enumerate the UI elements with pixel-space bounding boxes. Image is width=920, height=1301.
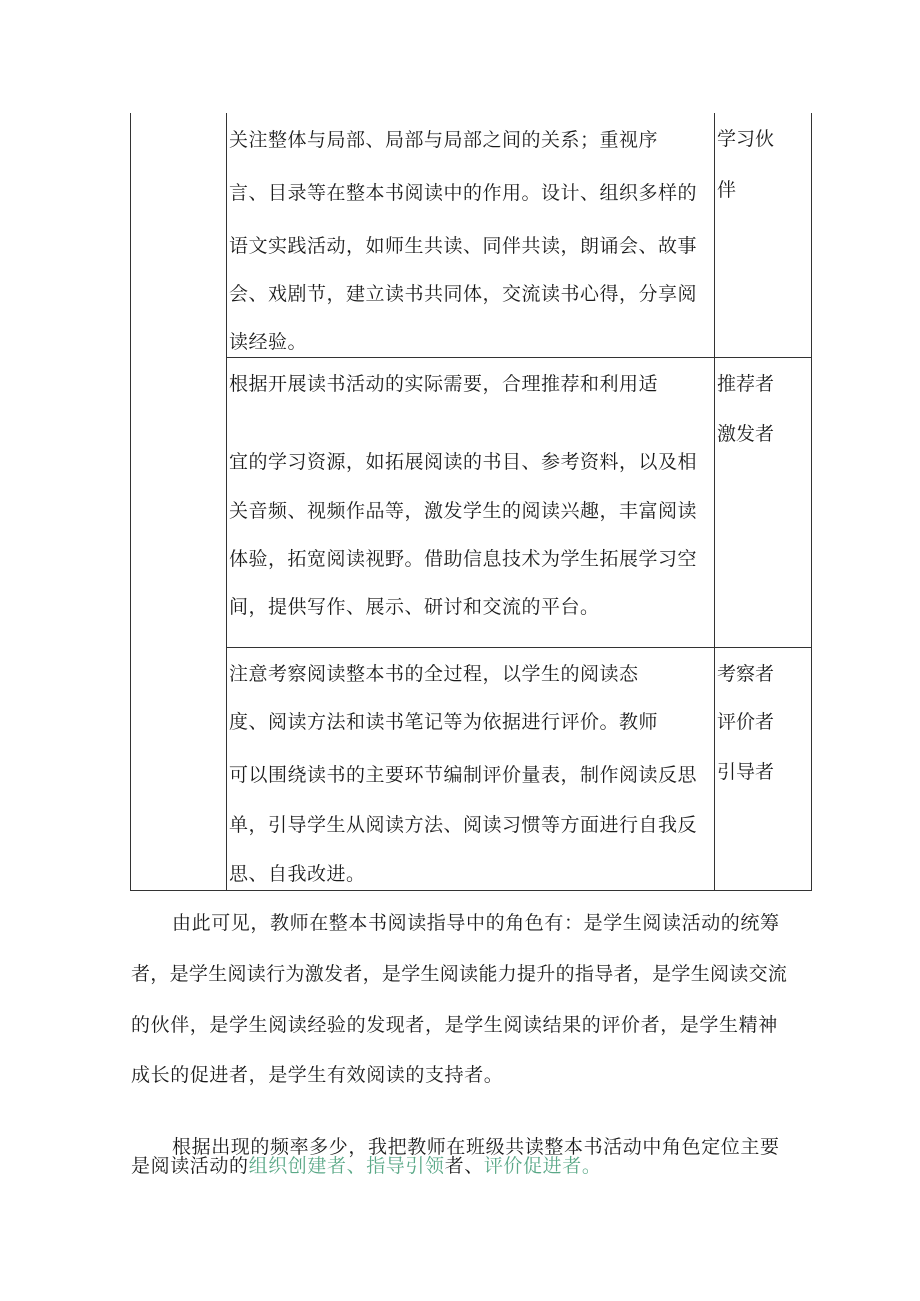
table-row-2-line-5: 间，提供写作、展示、研讨和交流的平台。 <box>229 596 600 618</box>
table-row-2-line-2: 宜的学习资源，如拓展阅读的书目、参考资料，以及相 <box>229 451 698 473</box>
row-divider-1 <box>226 357 812 358</box>
table-row-2-line-1: 根据开展读书活动的实际需要，合理推荐和利用适 <box>229 373 659 395</box>
table-row-1-line-2: 言、目录等在整本书阅读中的作用。设计、组织多样的 <box>229 182 698 204</box>
table-row-3-line-4: 单，引导学生从阅读方法、阅读习惯等方面进行自我反 <box>229 814 698 836</box>
paragraph-1-line-3: 的伙伴，是学生阅读经验的发现者，是学生阅读结果的评价者，是学生精神 <box>131 1014 778 1036</box>
paragraph-1-line-4: 成长的促进者，是学生有效阅读的支持者。 <box>131 1064 504 1086</box>
table-row-2-role-1: 推荐者 <box>717 373 775 395</box>
table-row-3-line-1: 注意考察阅读整本书的全过程，以学生的阅读态 <box>229 663 639 685</box>
highlight-evaluator-promoter: 评价促进者。 <box>483 1155 602 1177</box>
table-row-1-line-5: 读经验。 <box>229 331 308 353</box>
paragraph-2-prefix: 是阅读活动的 <box>131 1155 249 1177</box>
table-row-3-line-2: 度、阅读方法和读书笔记等为依据进行评价。教师 <box>229 711 659 733</box>
table-border-right <box>811 113 812 891</box>
table-row-1-line-3: 语文实践活动，如师生共读、同伴共读，朗诵会、故事 <box>229 235 698 257</box>
table-border-bottom <box>130 890 812 891</box>
highlight-organizer-guide: 组织创建者、指导引领 <box>248 1155 445 1177</box>
table-row-1-role-2: 伴 <box>717 179 737 201</box>
table-divider-col2 <box>714 113 715 891</box>
table-row-2-role-2: 激发者 <box>717 423 775 445</box>
paragraph-2-line-2 <box>131 1156 601 1176</box>
paragraph-2-line-1: 根据出现的频率多少，我把教师在班级共读整本书活动中角色定位主要 <box>172 1136 780 1158</box>
table-row-3-role-2: 评价者 <box>717 711 775 733</box>
table-row-3-line-3: 可以围绕读书的主要环节编制评价量表，制作阅读反思 <box>229 764 698 786</box>
paragraph-1-line-1: 由此可见，教师在整本书阅读指导中的角色有：是学生阅读活动的统筹 <box>172 912 780 934</box>
table-row-1-line-4: 会、戏剧节，建立读书共同体，交流读书心得，分享阅 <box>229 283 698 305</box>
table-row-2-line-4: 体验，拓宽阅读视野。借助信息技术为学生拓展学习空 <box>229 548 698 570</box>
paragraph-2-mid: 者、 <box>444 1155 484 1177</box>
table-row-1-role-1: 学习伙 <box>717 128 775 150</box>
paragraph-1-line-2: 者，是学生阅读行为激发者，是学生阅读能力提升的指导者，是学生阅读交流 <box>131 963 788 985</box>
table-row-3-role-3: 引导者 <box>717 761 775 783</box>
table-row-3-line-5: 思、自我改进。 <box>229 863 366 885</box>
table-row-1-line-1: 关注整体与局部、局部与局部之间的关系；重视序 <box>229 129 659 151</box>
table-divider-col1 <box>226 113 227 891</box>
table-border-left <box>130 113 131 891</box>
table-row-3-role-1: 考察者 <box>717 663 775 685</box>
table-row-2-line-3: 关音频、视频作品等，激发学生的阅读兴趣，丰富阅读 <box>229 500 698 522</box>
row-divider-2 <box>226 647 812 648</box>
